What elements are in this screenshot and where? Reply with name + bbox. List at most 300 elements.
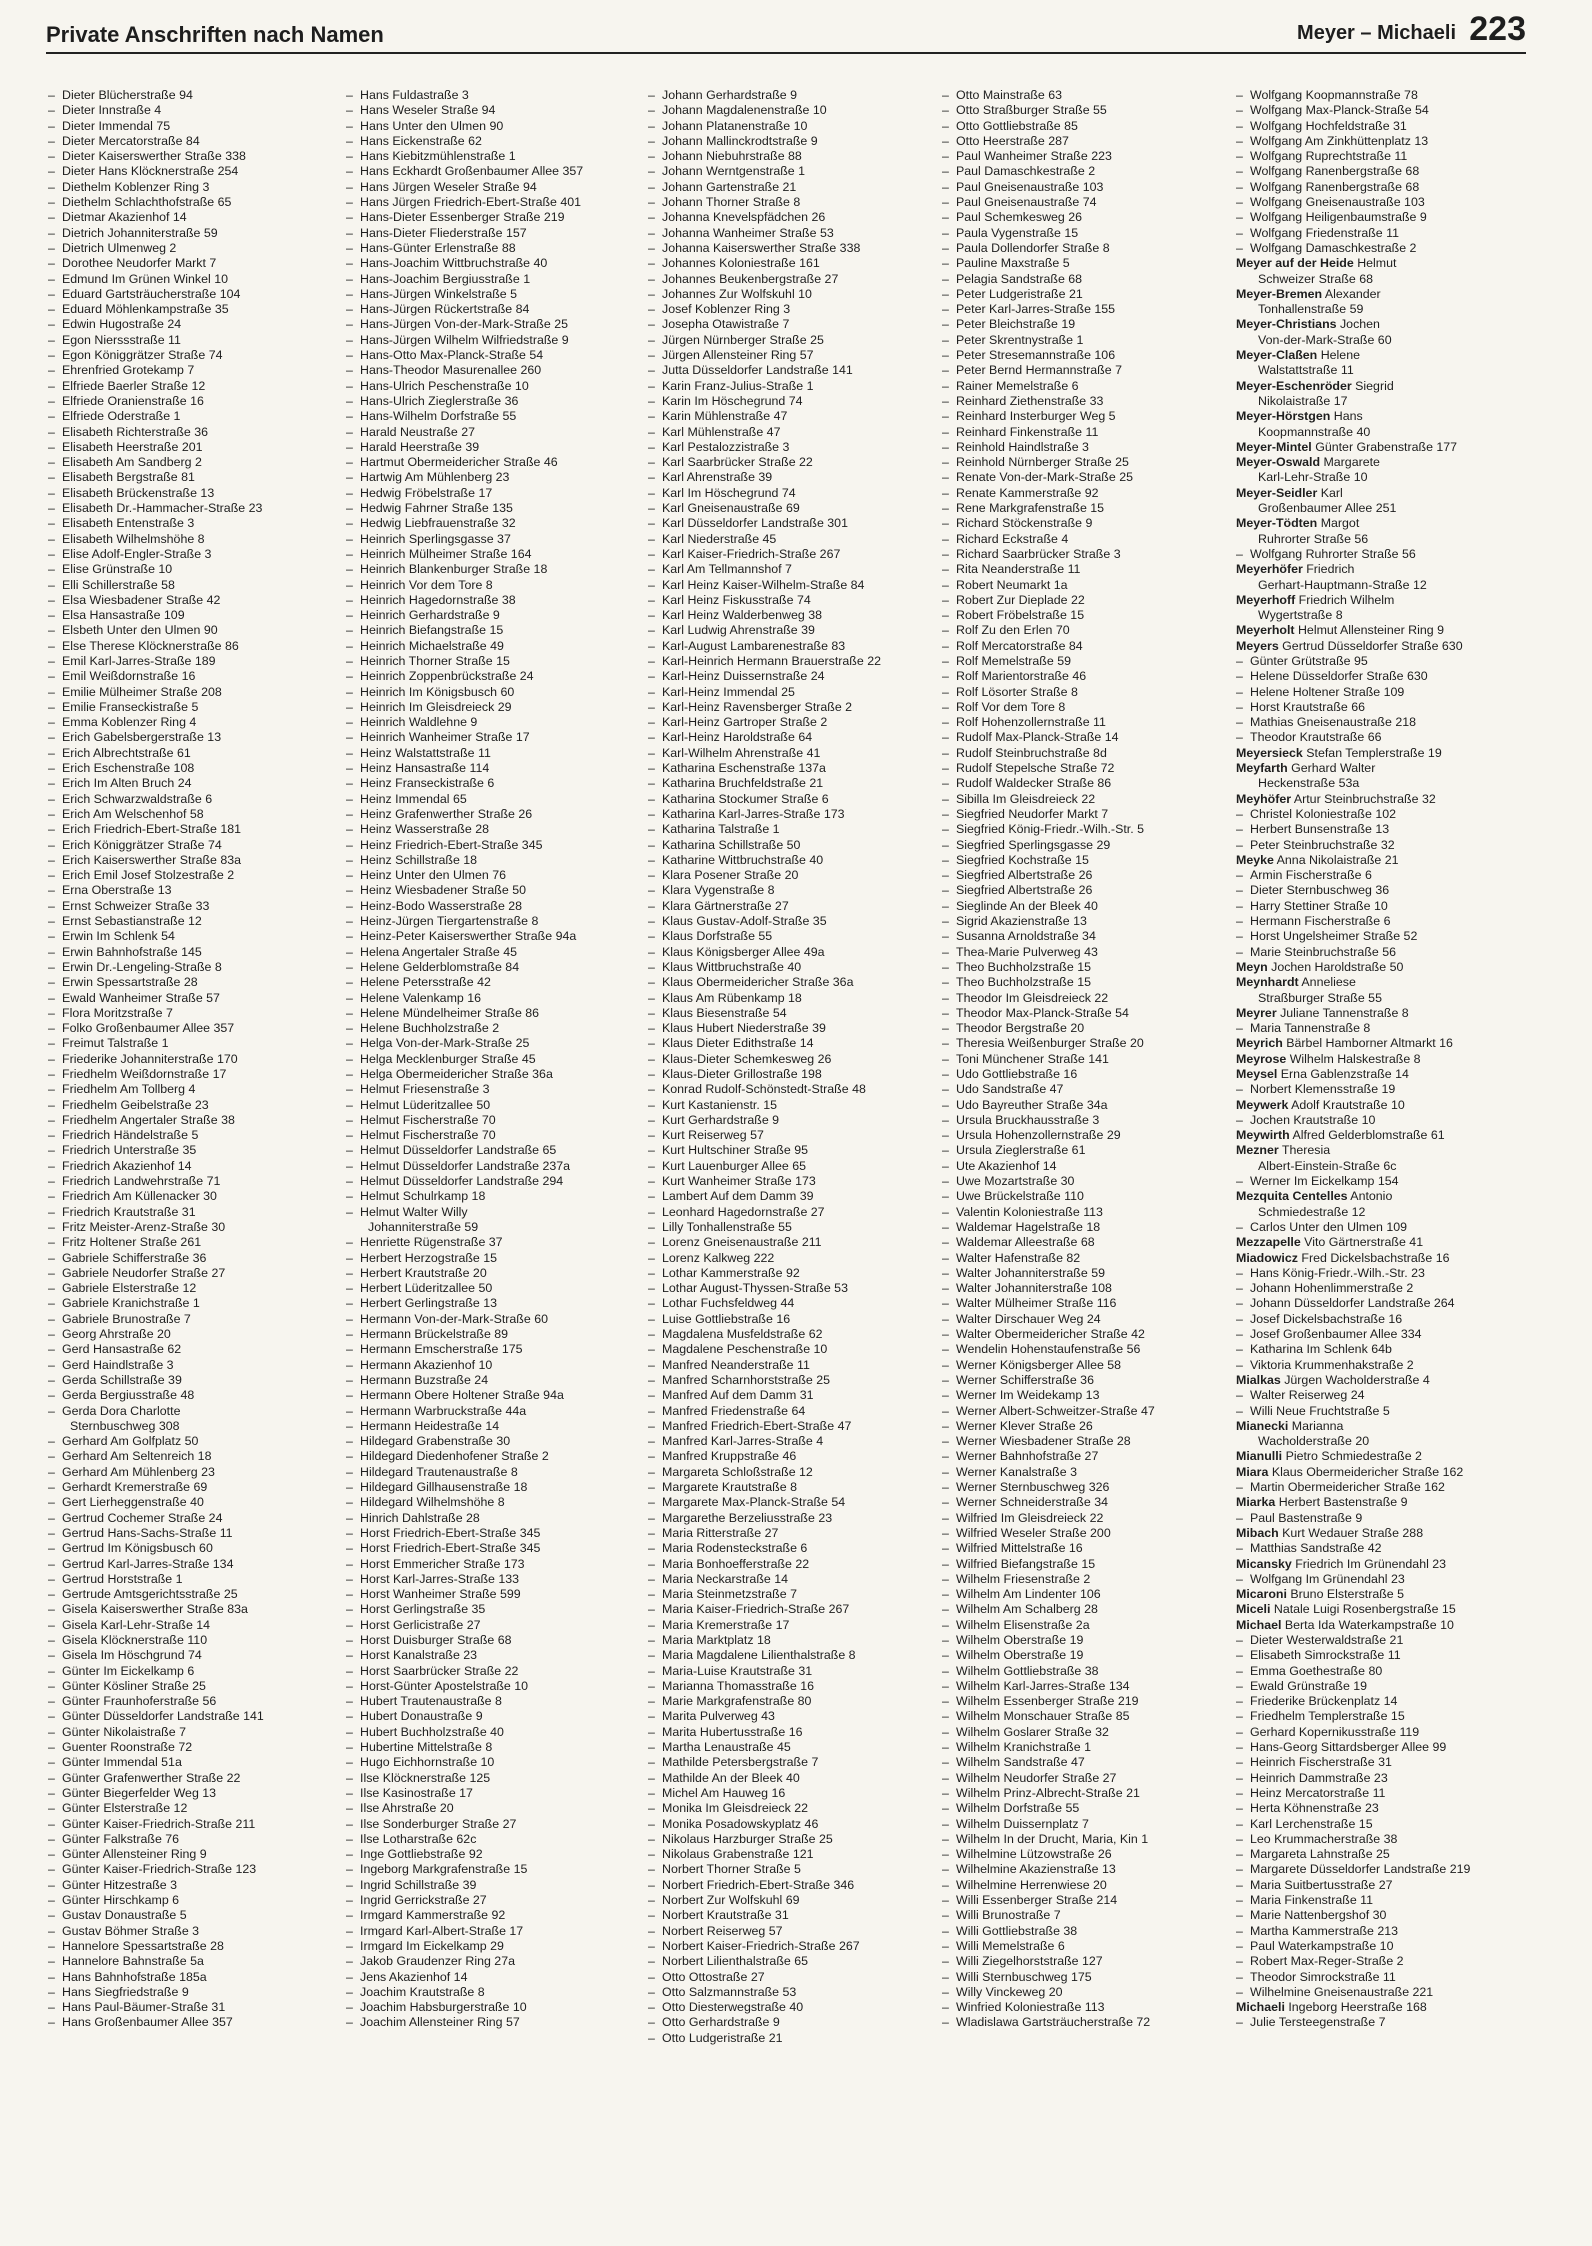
entry-details: Bärbel Hamborner Altmarkt 16 [1282,1036,1453,1051]
listing-entry: – Hans Paul-Bäumer-Straße 31 [48,2000,320,2015]
listing-entry: – Wilhelmine Lützowstraße 26 [942,1847,1214,1862]
listing-entry: – Werner Schneiderstraße 34 [942,1495,1214,1510]
entry-details: Kurt Wedauer Straße 288 [1278,1525,1424,1540]
listing-entry: – Erich Schwarzwaldstraße 6 [48,792,320,807]
page-number: 223 [1469,10,1526,48]
entry-details: Helmut Allensteiner Ring 9 [1294,623,1444,638]
listing-entry: – Sibilla Im Gleisdreieck 22 [942,792,1214,807]
listing-entry: – Hartmut Obermeidericher Straße 46 [346,455,618,470]
listing-entry: – Heinz-Jürgen Tiergartenstraße 8 [346,914,618,929]
surname: Meyerhöfer [1236,562,1303,577]
listing-entry: – Marita Hubertusstraße 16 [648,1725,920,1740]
listing-entry: – Thea-Marie Pulverweg 43 [942,945,1214,960]
listing-entry: – Hugo Eichhornstraße 10 [346,1755,618,1770]
listing-entry: – Heinrich Waldlehne 9 [346,715,618,730]
listing-entry: – Willi Neue Fruchtstraße 5 [1236,1404,1508,1419]
listing-entry: – Elisabeth Bergstraße 81 [48,470,320,485]
listing-entry: – Horst Emmericher Straße 173 [346,1557,618,1572]
listing-entry: Walstattstraße 11 [1258,363,1354,378]
listing-entry: – Rudolf Waldecker Straße 86 [942,776,1214,791]
listing-entry: – Christel Koloniestraße 102 [1236,807,1508,822]
listing-entry: – Theo Buchholzstraße 15 [942,960,1214,975]
listing-entry: – Hans Siegfriedstraße 9 [48,1985,320,2000]
listing-entry: – Gisela Kaiserswerther Straße 83a [48,1602,320,1617]
listing-entry: – Gertrud Horststraße 1 [48,1572,320,1587]
listing-entry: – Wolfgang Gneisenaustraße 103 [1236,195,1508,210]
listing-entry: – Hans-Joachim Wittbruchstraße 40 [346,256,618,271]
listing-entry: – Günter Falkstraße 76 [48,1832,320,1847]
listing-column-2 [346,88,618,2031]
listing-entry: – Gerhard Am Mühlenberg 23 [48,1465,320,1480]
listing-entry: – Wilhelm Dorfstraße 55 [942,1801,1214,1816]
listing-entry: – Gerd Hansastraße 62 [48,1342,320,1357]
surname: Mialkas [1236,1372,1281,1387]
listing-entry [1236,1128,1508,1143]
listing-entry: – Guenter Roonstraße 72 [48,1740,320,1755]
listing-entry: – Elsa Hansastraße 109 [48,608,320,623]
listing-entry: – Heinz Wasserstraße 28 [346,822,618,837]
listing-entry: – Margarete Max-Planck-Straße 54 [648,1495,920,1510]
listing-entry: – Rita Neanderstraße 11 [942,562,1214,577]
listing-entry: – Ingrid Gerrickstraße 27 [346,1893,618,1908]
listing-entry: – Wolfgang Am Zinkhüttenplatz 13 [1236,134,1508,149]
surname: Meyer-Seidler [1236,485,1318,500]
listing-entry: – Margarete Düsseldorfer Landstraße 219 [1236,1862,1508,1877]
listing-entry: – Heinz Hansastraße 114 [346,761,618,776]
listing-entry: – Elise Grünstraße 10 [48,562,320,577]
listing-entry: – Günter Grütstraße 95 [1236,654,1508,669]
listing-entry: – Herbert Bunsenstraße 13 [1236,822,1508,837]
listing-entry: – Wolfgang Ruprechtstraße 11 [1236,149,1508,164]
listing-entry: – Hans-Wilhelm Dorfstraße 55 [346,409,618,424]
listing-entry: – Dietmar Akazienhof 14 [48,210,320,225]
surname: Meyerhoff [1236,592,1296,607]
listing-entry: – Nikolaus Harzburger Straße 25 [648,1832,920,1847]
listing-entry: – Pelagia Sandstraße 68 [942,272,1214,287]
listing-entry: – Hans-Joachim Bergiusstraße 1 [346,272,618,287]
listing-entry: – Valentin Koloniestraße 113 [942,1205,1214,1220]
listing-entry: – Paul Schemkesweg 26 [942,210,1214,225]
listing-entry: – Heinrich Im Königsbusch 60 [346,685,618,700]
listing-entry: – Otto Straßburger Straße 55 [942,103,1214,118]
listing-entry: – Heinz Wiesbadener Straße 50 [346,883,618,898]
listing-entry: – Siegfried Albertstraße 26 [942,883,1214,898]
listing-entry: – Ursula Bruckhausstraße 3 [942,1113,1214,1128]
listing-entry: – Dieter Innstraße 4 [48,103,320,118]
listing-entry: – Maria Ritterstraße 27 [648,1526,920,1541]
listing-entry: – Horst Friedrich-Ebert-Straße 345 [346,1541,618,1556]
listing-entry: – Hubertine Mittelstraße 8 [346,1740,618,1755]
listing-entry: – Johanna Kaiserswerther Straße 338 [648,241,920,256]
listing-entry [1236,1251,1508,1266]
listing-entry: – Karl Heinz Walderbenweg 38 [648,608,920,623]
entry-details: Hans [1330,409,1363,424]
listing-entry: – Werner Bahnhofstraße 27 [942,1449,1214,1464]
listing-entry: Sternbuschweg 308 [70,1418,180,1433]
listing-entry: – Manfred Karl-Jarres-Straße 4 [648,1434,920,1449]
listing-entry: – Erwin Bahnhofstraße 145 [48,945,320,960]
listing-entry: – Karl Heinz Fiskusstraße 74 [648,593,920,608]
listing-entry: – Fritz Holtener Straße 261 [48,1235,320,1250]
listing-entry: – Dieter Kaiserswerther Straße 338 [48,149,320,164]
listing-entry: – Walter Dirschauer Weg 24 [942,1312,1214,1327]
listing-entry: – Gerda Dora Charlotte [48,1404,320,1419]
listing-entry: – Helene Gelderblomstraße 84 [346,960,618,975]
listing-entry: – Ilse Sonderburger Straße 27 [346,1817,618,1832]
listing-entry: – Herbert Lüderitzallee 50 [346,1281,618,1296]
listing-entry: – Karl Niederstraße 45 [648,532,920,547]
entry-details: Alexander [1322,286,1381,301]
listing-column-4 [942,88,1214,2031]
listing-entry: – Udo Bayreuther Straße 34a [942,1098,1214,1113]
listing-entry: – Rolf Zu den Erlen 70 [942,623,1214,638]
listing-entry: – Elisabeth Simrockstraße 11 [1236,1648,1508,1663]
entry-details: Natale Luigi Rosenbergstraße 15 [1270,1602,1456,1617]
listing-entry: – Renate Von-der-Mark-Straße 25 [942,470,1214,485]
listing-entry: – Werner Sternbuschweg 326 [942,1480,1214,1495]
listing-entry: – Flora Moritzstraße 7 [48,1006,320,1021]
listing-entry: – Friederike Johanniterstraße 170 [48,1052,320,1067]
listing-entry: – Helmut Fischerstraße 70 [346,1113,618,1128]
surname: Meyer-Mintel [1236,439,1312,454]
listing-entry: – Lothar Fuchsfeldweg 44 [648,1296,920,1311]
listing-entry: – Heinrich Thorner Straße 15 [346,654,618,669]
listing-entry: – Hans Fuldastraße 3 [346,88,618,103]
listing-entry: – Elisabeth Brückenstraße 13 [48,486,320,501]
listing-entry: – Hans Eickenstraße 62 [346,134,618,149]
listing-entry: – Siegfried Kochstraße 15 [942,853,1214,868]
listing-entry: – Erwin Spessartstraße 28 [48,975,320,990]
listing-entry: – Erwin Dr.-Lengeling-Straße 8 [48,960,320,975]
listing-entry [1236,287,1508,302]
entry-details: Margarete [1320,455,1380,470]
listing-entry: – Waldemar Hagelstraße 18 [942,1220,1214,1235]
listing-entry [1236,1006,1508,1021]
listing-entry: – Johannes Zur Wolfskuhl 10 [648,287,920,302]
listing-entry: – Mathilde Petersbergstraße 7 [648,1755,920,1770]
entry-details: Anneliese [1298,975,1356,990]
listing-entry: – Hermann Akazienhof 10 [346,1358,618,1373]
listing-entry: – Klaus Gustav-Adolf-Straße 35 [648,914,920,929]
listing-entry: – Wilhelmine Herrenwiese 20 [942,1878,1214,1893]
listing-entry: – Karl-Heinz Haroldstraße 64 [648,730,920,745]
listing-entry [1236,1143,1508,1158]
listing-entry: – Erich Am Welschenhof 58 [48,807,320,822]
listing-entry: – Horst Gerlingstraße 35 [346,1602,618,1617]
listing-entry: – Hildegard Diedenhofener Straße 2 [346,1449,618,1464]
listing-entry: – Wolfgang Im Grünendahl 23 [1236,1572,1508,1587]
listing-column-5 [1236,88,1508,2031]
listing-entry: – Friedrich Unterstraße 35 [48,1143,320,1158]
listing-entry: – Klaus Königsberger Allee 49a [648,945,920,960]
listing-entry: – Joachim Habsburgerstraße 10 [346,2000,618,2015]
listing-entry: – Paul Gneisenaustraße 74 [942,195,1214,210]
listing-entry: – Horst Karl-Jarres-Straße 133 [346,1572,618,1587]
listing-entry [1236,1526,1508,1541]
listing-entry: – Manfred Auf dem Damm 31 [648,1388,920,1403]
listing-entry [1236,1235,1508,1250]
listing-entry: – Heinrich Sperlingsgasse 37 [346,532,618,547]
listing-entry: – Ingeborg Markgrafenstraße 15 [346,1862,618,1877]
listing-entry: – Sigrid Akazienstraße 13 [942,914,1214,929]
listing-entry: – Heinz Walstattstraße 11 [346,746,618,761]
listing-entry: – Karl-Heinrich Hermann Brauerstraße 22 [648,654,920,669]
listing-entry: – Luise Gottliebstraße 16 [648,1312,920,1327]
listing-entry: – Hedwig Liebfrauenstraße 32 [346,516,618,531]
listing-entry: – Karl Kaiser-Friedrich-Straße 267 [648,547,920,562]
listing-entry: – Heinrich Im Gleisdreieck 29 [346,700,618,715]
listing-entry: – Udo Gottliebstraße 16 [942,1067,1214,1082]
listing-entry: – Elisabeth Wilhelmshöhe 8 [48,532,320,547]
listing-entry: – Günter Fraunhoferstraße 56 [48,1694,320,1709]
surname: Meywerk [1236,1097,1289,1112]
listing-entry: – Günter Kaiser-Friedrich-Straße 123 [48,1862,320,1877]
listing-entry: – Wolfgang Hochfeldstraße 31 [1236,119,1508,134]
listing-entry: – Friedhelm Angertaler Straße 38 [48,1113,320,1128]
listing-entry: Wacholderstraße 20 [1258,1434,1370,1449]
listing-entry: – Rolf Hohenzollernstraße 11 [942,715,1214,730]
listing-entry: – Johann Magdalenenstraße 10 [648,103,920,118]
listing-entry: – Josepha Otawistraße 7 [648,317,920,332]
listing-entry: – Wilhelm Sandstraße 47 [942,1755,1214,1770]
listing-entry: – Winfried Koloniestraße 113 [942,2000,1214,2015]
listing-entry [1236,792,1508,807]
listing-entry: – Klaus Hubert Niederstraße 39 [648,1021,920,1036]
listing-entry: – Hedwig Fahrner Straße 135 [346,501,618,516]
listing-entry: – Reinhard Ziethenstraße 33 [942,394,1214,409]
listing-entry: – Hans-Ulrich Zieglerstraße 36 [346,394,618,409]
listing-entry: – Hermann Fischerstraße 6 [1236,914,1508,929]
listing-entry: – Robert Neumarkt 1a [942,578,1214,593]
listing-entry: – Günter Immendal 51a [48,1755,320,1770]
listing-entry [1236,1449,1508,1464]
listing-entry: – Günter Düsseldorfer Landstraße 141 [48,1709,320,1724]
listing-entry: – Margarete Krautstraße 8 [648,1480,920,1495]
listing-entry: – Walter Reiserweg 24 [1236,1388,1508,1403]
entry-details: Alfred Gelderblomstraße 61 [1289,1128,1445,1143]
listing-entry: – Werner Klever Straße 26 [942,1419,1214,1434]
listing-entry: – Willi Essenberger Straße 214 [942,1893,1214,1908]
listing-entry: – Richard Saarbrücker Straße 3 [942,547,1214,562]
entry-details: Wilhelm Halskestraße 8 [1286,1051,1421,1066]
listing-entry: – Norbert Zur Wolfskuhl 69 [648,1893,920,1908]
listing-entry: – Erwin Im Schlenk 54 [48,929,320,944]
page-header [46,10,1526,54]
listing-entry: – Heinz Grafenwerther Straße 26 [346,807,618,822]
listing-entry: – Wolfgang Ranenbergstraße 68 [1236,180,1508,195]
listing-entry: – Wilhelm Duissernplatz 7 [942,1817,1214,1832]
listing-entry: – Susanna Arnoldstraße 34 [942,929,1214,944]
listing-entry: – Katharina Karl-Jarres-Straße 173 [648,807,920,822]
listing-entry: – Jakob Graudenzer Ring 27a [346,1954,618,1969]
listing-entry: – Hermann Warbruckstraße 44a [346,1404,618,1419]
listing-entry: – Theodor Bergstraße 20 [942,1021,1214,1036]
listing-entry: – Friedhelm Geibelstraße 23 [48,1098,320,1113]
listing-entry [1236,1052,1508,1067]
listing-entry: – Helmut Fischerstraße 70 [346,1128,618,1143]
listing-entry: – Karl Ludwig Ahrenstraße 39 [648,623,920,638]
listing-entry: – Harald Neustraße 27 [346,425,618,440]
entry-details: Günter Grabenstraße 177 [1311,439,1458,454]
listing-entry: – Hermann Buzstraße 24 [346,1373,618,1388]
surname: Mibach [1236,1525,1279,1540]
listing-entry: – Armin Fischerstraße 6 [1236,868,1508,883]
listing-entry: – Udo Sandstraße 47 [942,1082,1214,1097]
entry-details: Theresia [1278,1143,1331,1158]
listing-entry: – Georg Ahrstraße 20 [48,1327,320,1342]
listing-entry: – Werner Im Eickelkamp 154 [1236,1174,1508,1189]
surname: Meyer-Christians [1236,317,1337,332]
listing-entry: – Willi Gottliebstraße 38 [942,1924,1214,1939]
listing-entry: – Emilie Mülheimer Straße 208 [48,685,320,700]
listing-entry: – Dieter Hans Klöcknerstraße 254 [48,164,320,179]
listing-entry: – Gabriele Schifferstraße 36 [48,1251,320,1266]
listing-entry [1236,409,1508,424]
listing-entry [1236,1098,1508,1113]
listing-entry: – Erich Eschenstraße 108 [48,761,320,776]
listing-entry: – Margareta Lahnstraße 25 [1236,1847,1508,1862]
listing-entry: – Gustav Böhmer Straße 3 [48,1924,320,1939]
listing-entry: – Peter Ludgeristraße 21 [942,287,1214,302]
surname: Meyerholt [1236,623,1295,638]
listing-entry: Koopmannstraße 40 [1258,424,1371,439]
listing-entry: – Ilse Lotharstraße 62c [346,1832,618,1847]
listing-entry: – Otto Ludgeristraße 21 [648,2031,920,2046]
listing-entry: – Johanna Knevelspfädchen 26 [648,210,920,225]
listing-entry: – Karin Mühlenstraße 47 [648,409,920,424]
listing-entry: – Martha Lenaustraße 45 [648,1740,920,1755]
listing-entry: – Friedhelm Am Tollberg 4 [48,1082,320,1097]
listing-entry: – Katharina Bruchfeldstraße 21 [648,776,920,791]
listing-entry: – Erich Friedrich-Ebert-Straße 181 [48,822,320,837]
listing-entry: – Joachim Krautstraße 8 [346,1985,618,2000]
listing-entry: – Rudolf Steinbruchstraße 8d [942,746,1214,761]
listing-entry: – Wilhelm Am Lindenter 106 [942,1587,1214,1602]
listing-entry: – Wilhelm Am Schalberg 28 [942,1602,1214,1617]
listing-entry: – Henriette Rügenstraße 37 [346,1235,618,1250]
listing-entry: – Gertrud Karl-Jarres-Straße 134 [48,1557,320,1572]
listing-entry: – Erna Oberstraße 13 [48,883,320,898]
listing-entry: – Johann Thorner Straße 8 [648,195,920,210]
listing-entry: – Emil Weißdornstraße 16 [48,669,320,684]
listing-entry: – Gisela Im Höschgrund 74 [48,1648,320,1663]
listing-entry: – Karl Saarbrücker Straße 22 [648,455,920,470]
listing-entry: – Paul Gneisenaustraße 103 [942,180,1214,195]
listing-entry: – Walter Johanniterstraße 108 [942,1281,1214,1296]
listing-entry: – Hermann Von-der-Mark-Straße 60 [346,1312,618,1327]
listing-entry: – Heinz Unter den Ulmen 76 [346,868,618,883]
listing-entry: – Katharine Wittbruchstraße 40 [648,853,920,868]
listing-entry: – Hans-Jürgen Rückertstraße 84 [346,302,618,317]
listing-entry: – Kurt Lauenburger Allee 65 [648,1159,920,1174]
listing-entry: – Peter Bleichstraße 19 [942,317,1214,332]
listing-entry: – Ursula Hohenzollernstraße 29 [942,1128,1214,1143]
listing-entry: – Julie Tersteegenstraße 7 [1236,2015,1508,2030]
listing-entry: – Karl Ahrenstraße 39 [648,470,920,485]
listing-entry: – Gerda Bergiusstraße 48 [48,1388,320,1403]
listing-entry: – Maria Tannenstraße 8 [1236,1021,1508,1036]
listing-entry: – Horst Saarbrücker Straße 22 [346,1664,618,1679]
listing-entry: – Josef Koblenzer Ring 3 [648,302,920,317]
listing-entry: – Johann Werntgenstraße 1 [648,164,920,179]
listing-entry: – Peter Stresemannstraße 106 [942,348,1214,363]
listing-entry [1236,2000,1508,2015]
surname: Michael [1236,1617,1282,1632]
listing-entry: – Otto Mainstraße 63 [942,88,1214,103]
listing-entry: – Irmgard Kammerstraße 92 [346,1908,618,1923]
listing-entry [1236,623,1508,638]
listing-column-1 [48,88,320,2031]
listing-entry [1236,960,1508,975]
listing-entry: – Ewald Wanheimer Straße 57 [48,991,320,1006]
listing-entry: – Karl Gneisenaustraße 69 [648,501,920,516]
listing-entry: – Karl Am Tellmannshof 7 [648,562,920,577]
listing-entry: – Manfred Scharnhorststraße 25 [648,1373,920,1388]
listing-entry: – Elsbeth Unter den Ulmen 90 [48,623,320,638]
listing-entry: – Klara Posener Straße 20 [648,868,920,883]
listing-entry: – Lorenz Kalkweg 222 [648,1251,920,1266]
surname: Mianecki [1236,1418,1289,1433]
listing-entry: – Otto Salzmannstraße 53 [648,1985,920,2000]
listing-entry: – Günter Hitzestraße 3 [48,1878,320,1893]
listing-entry: – Maria Steinmetzstraße 7 [648,1587,920,1602]
listing-entry: – Robert Zur Dieplade 22 [942,593,1214,608]
listing-entry: – Nikolaus Grabenstraße 121 [648,1847,920,1862]
listing-entry: – Helmut Düsseldorfer Landstraße 294 [346,1174,618,1189]
listing-entry: – Paula Vygenstraße 15 [942,226,1214,241]
listing-entry [1236,1067,1508,1082]
listing-entry: – Hans Unter den Ulmen 90 [346,119,618,134]
listing-entry: – Johann Mallinckrodtstraße 9 [648,134,920,149]
listing-entry: – Heinz-Bodo Wasserstraße 28 [346,899,618,914]
listing-entry: – Harry Stettiner Straße 10 [1236,899,1508,914]
listing-entry: – Klara Gärtnerstraße 27 [648,899,920,914]
listing-entry: – Leo Krummacherstraße 38 [1236,1832,1508,1847]
section-title: Private Anschriften nach Namen [46,22,384,47]
listing-entry: – Edmund Im Grünen Winkel 10 [48,272,320,287]
listing-entry: – Katharina Stockumer Straße 6 [648,792,920,807]
listing-entry: – Elsa Wiesbadener Straße 42 [48,593,320,608]
listing-entry: – Karl Lerchenstraße 15 [1236,1817,1508,1832]
surname: Meyhöfer [1236,791,1292,806]
listing-entry: – Norbert Klemensstraße 19 [1236,1082,1508,1097]
listing-entry: – Ingrid Schillstraße 39 [346,1878,618,1893]
listing-entry: – Lothar Kammerstraße 92 [648,1266,920,1281]
listing-entry: – Helene Valenkamp 16 [346,991,618,1006]
listing-entry: – Hans Eckhardt Großenbaumer Allee 357 [346,164,618,179]
listing-entry: – Marie Markgrafenstraße 80 [648,1694,920,1709]
listing-entry: – Hans-Ulrich Peschenstraße 10 [346,379,618,394]
listing-entry: – Heinz Immendal 65 [346,792,618,807]
listing-entry [1236,639,1508,654]
listing-entry: – Norbert Lilienthalstraße 65 [648,1954,920,1969]
listing-entry: – Theo Buchholzstraße 15 [942,975,1214,990]
entry-details: Gertrud Düsseldorfer Straße 630 [1278,638,1463,653]
listing-entry: – Ilse Ahrstraße 20 [346,1801,618,1816]
listing-entry: – Klaus Wittbruchstraße 40 [648,960,920,975]
listing-entry: – Gabriele Elsterstraße 12 [48,1281,320,1296]
listing-entry: – Elisabeth Richterstraße 36 [48,425,320,440]
listing-entry: – Theodor Krautstraße 66 [1236,730,1508,745]
listing-entry: – Werner Königsberger Allee 58 [942,1358,1214,1373]
entry-details: Jochen Haroldstraße 50 [1267,959,1404,974]
listing-entry: – Johann Hohenlimmerstraße 2 [1236,1281,1508,1296]
listing-entry: – Katharina Eschenstraße 137a [648,761,920,776]
listing-entry: – Willi Sternbuschweg 175 [942,1970,1214,1985]
listing-entry: – Maria Rodensteckstraße 6 [648,1541,920,1556]
listing-entry: – Hartwig Am Mühlenberg 23 [346,470,618,485]
listing-entry: – Inge Gottliebstraße 92 [346,1847,618,1862]
